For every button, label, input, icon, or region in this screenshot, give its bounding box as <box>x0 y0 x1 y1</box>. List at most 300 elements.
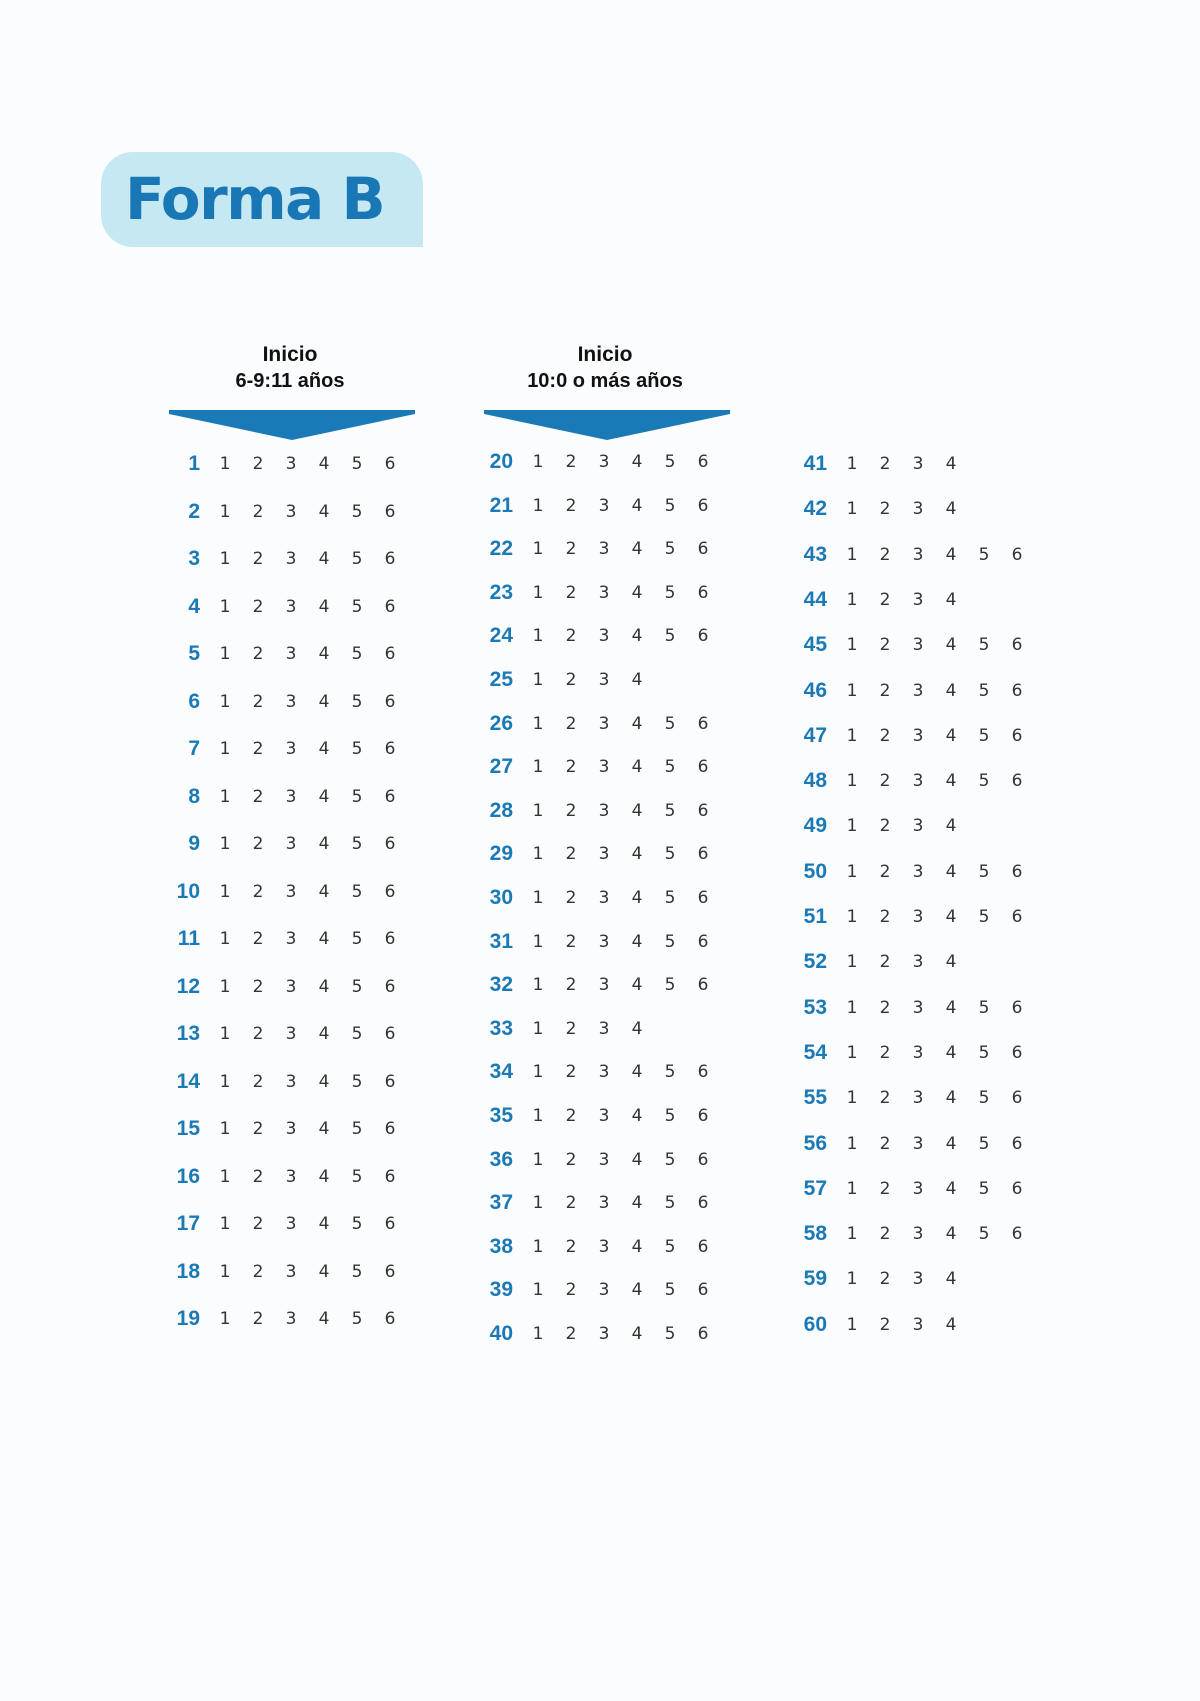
item-number: 3 <box>188 547 200 570</box>
response-option: 3 <box>598 713 610 734</box>
response-option: 5 <box>351 1309 363 1329</box>
response-option: 5 <box>351 881 363 902</box>
item-number: 46 <box>803 678 827 702</box>
item-number: 18 <box>176 1259 200 1283</box>
response-option: 6 <box>384 1214 396 1234</box>
response-option: 1 <box>219 881 231 902</box>
response-option: 2 <box>565 757 577 778</box>
response-option: 4 <box>318 786 330 807</box>
response-option: 5 <box>351 1166 363 1187</box>
response-option: 2 <box>565 931 577 952</box>
response-option: 3 <box>912 997 924 1018</box>
item-number: 15 <box>176 1117 200 1140</box>
item-number: 53 <box>803 995 827 1019</box>
response-option: 2 <box>565 1018 577 1039</box>
response-option: 6 <box>384 1261 396 1282</box>
response-option: 6 <box>1011 680 1023 701</box>
item-number: 25 <box>489 668 513 691</box>
response-option: 1 <box>846 861 858 882</box>
response-option: 3 <box>285 1119 297 1139</box>
item-number: 34 <box>489 1060 513 1084</box>
response-option: 5 <box>351 596 363 617</box>
response-option: 1 <box>532 582 544 603</box>
response-option: 1 <box>219 929 231 949</box>
response-option: 3 <box>598 1149 610 1170</box>
response-option: 4 <box>318 881 330 902</box>
item-number: 36 <box>489 1147 513 1171</box>
response-option: 4 <box>631 713 643 734</box>
response-option: 3 <box>912 1224 924 1245</box>
response-option: 3 <box>912 771 924 792</box>
item-number: 43 <box>803 542 827 566</box>
response-option: 5 <box>664 1106 676 1126</box>
response-option: 5 <box>664 626 676 647</box>
response-option: 4 <box>631 844 643 865</box>
response-option: 6 <box>384 454 396 474</box>
response-option: 1 <box>532 713 544 734</box>
response-option: 3 <box>285 691 297 712</box>
response-option: 5 <box>664 1062 676 1083</box>
item-number: 7 <box>188 737 200 760</box>
item-number: 29 <box>489 842 513 866</box>
response-option: 6 <box>1011 1178 1023 1199</box>
response-option: 1 <box>846 725 858 746</box>
response-option: 1 <box>219 739 231 759</box>
item-number: 21 <box>489 493 513 517</box>
response-option: 5 <box>664 931 676 952</box>
response-option: 5 <box>664 495 676 516</box>
response-option: 4 <box>945 454 957 474</box>
response-option: 6 <box>1011 1224 1023 1245</box>
response-option: 2 <box>252 739 264 759</box>
response-option: 5 <box>351 549 363 569</box>
item-number: 54 <box>803 1040 827 1064</box>
response-option: 5 <box>978 1178 990 1199</box>
response-option: 6 <box>1011 1133 1023 1154</box>
item-number: 56 <box>803 1131 827 1155</box>
response-option: 4 <box>318 1119 330 1139</box>
response-option: 2 <box>879 997 891 1018</box>
response-option: 1 <box>846 499 858 520</box>
response-option: 5 <box>351 1071 363 1092</box>
response-option: 1 <box>846 544 858 565</box>
response-option: 1 <box>532 1062 544 1083</box>
response-option: 3 <box>285 1024 297 1044</box>
response-option: 3 <box>598 1236 610 1257</box>
response-option: 2 <box>565 1062 577 1083</box>
response-option: 1 <box>846 589 858 610</box>
response-option: 6 <box>697 713 709 734</box>
response-option: 6 <box>1011 771 1023 792</box>
response-option: 4 <box>945 680 957 701</box>
response-option: 3 <box>598 452 610 472</box>
response-option: 2 <box>879 952 891 973</box>
response-option: 2 <box>565 713 577 734</box>
item-number: 24 <box>489 624 513 648</box>
start-age-range: 10:0 o más años <box>527 370 683 392</box>
response-option: 6 <box>1011 997 1023 1018</box>
response-option: 5 <box>978 1042 990 1063</box>
response-option: 1 <box>846 907 858 927</box>
response-option: 5 <box>351 1261 363 1282</box>
response-option: 1 <box>532 1280 544 1301</box>
response-option: 2 <box>252 1024 264 1044</box>
item-number: 32 <box>489 973 513 997</box>
response-option: 5 <box>351 929 363 949</box>
response-option: 2 <box>252 454 264 474</box>
response-option: 2 <box>252 644 264 664</box>
response-option: 6 <box>384 596 396 617</box>
response-option: 4 <box>945 997 957 1018</box>
response-option: 2 <box>252 596 264 617</box>
response-option: 3 <box>598 582 610 603</box>
response-option: 4 <box>631 1280 643 1301</box>
response-option: 2 <box>879 907 891 927</box>
response-option: 4 <box>318 1309 330 1329</box>
item-number: 12 <box>176 974 200 998</box>
response-option: 3 <box>912 861 924 882</box>
response-option: 5 <box>664 888 676 908</box>
item-number: 23 <box>489 580 513 604</box>
response-option: 4 <box>945 1178 957 1199</box>
response-option: 3 <box>912 589 924 610</box>
response-option: 6 <box>697 844 709 865</box>
response-option: 1 <box>846 454 858 474</box>
response-option: 2 <box>252 1119 264 1139</box>
response-option: 1 <box>219 1071 231 1092</box>
item-number: 40 <box>489 1322 513 1345</box>
response-option: 3 <box>912 1088 924 1109</box>
item-number: 48 <box>803 769 827 793</box>
response-option: 4 <box>945 1042 957 1063</box>
response-option: 2 <box>252 691 264 712</box>
response-option: 5 <box>351 454 363 474</box>
response-option: 1 <box>846 680 858 701</box>
response-option: 1 <box>532 844 544 865</box>
response-option: 4 <box>945 907 957 927</box>
response-option: 1 <box>219 1166 231 1187</box>
response-option: 3 <box>598 495 610 516</box>
response-option: 4 <box>631 452 643 472</box>
response-option: 6 <box>384 834 396 854</box>
response-option: 6 <box>697 452 709 472</box>
response-option: 3 <box>598 888 610 908</box>
response-option: 4 <box>631 495 643 516</box>
response-option: 5 <box>978 635 990 656</box>
response-option: 2 <box>879 499 891 520</box>
response-option: 2 <box>252 549 264 569</box>
response-option: 3 <box>598 1018 610 1039</box>
item-number: 28 <box>489 798 513 822</box>
response-option: 1 <box>219 454 231 474</box>
response-option: 6 <box>384 976 396 997</box>
response-option: 3 <box>285 1261 297 1282</box>
response-option: 2 <box>565 888 577 908</box>
response-option: 5 <box>664 757 676 778</box>
response-option: 3 <box>912 544 924 565</box>
response-option: 6 <box>384 1024 396 1044</box>
response-option: 6 <box>384 739 396 759</box>
response-option: 3 <box>285 454 297 474</box>
response-option: 4 <box>945 1224 957 1245</box>
response-option: 2 <box>252 501 264 522</box>
item-number: 55 <box>803 1086 827 1110</box>
item-number: 27 <box>489 755 513 779</box>
response-option: 3 <box>598 844 610 865</box>
response-option: 2 <box>879 680 891 701</box>
response-option: 6 <box>697 1280 709 1301</box>
response-option: 3 <box>598 1193 610 1214</box>
response-option: 2 <box>879 589 891 610</box>
response-option: 3 <box>598 539 610 560</box>
response-option: 6 <box>697 888 709 908</box>
response-option: 3 <box>285 1071 297 1092</box>
response-option: 3 <box>912 454 924 474</box>
item-number: 4 <box>188 594 200 618</box>
response-option: 3 <box>285 596 297 617</box>
response-option: 1 <box>846 816 858 837</box>
response-option: 6 <box>384 786 396 807</box>
response-option: 1 <box>219 691 231 712</box>
response-option: 2 <box>879 544 891 565</box>
start-arrow-older-icon <box>484 410 730 440</box>
response-option: 3 <box>912 1314 924 1335</box>
response-option: 4 <box>945 725 957 746</box>
response-option: 1 <box>846 1133 858 1154</box>
response-option: 6 <box>1011 544 1023 565</box>
response-option: 5 <box>351 1214 363 1234</box>
response-option: 4 <box>631 539 643 560</box>
response-option: 4 <box>631 800 643 821</box>
response-option: 5 <box>978 771 990 792</box>
response-option: 4 <box>318 454 330 474</box>
item-number: 30 <box>489 886 513 909</box>
response-option: 6 <box>697 975 709 996</box>
response-option: 5 <box>664 1280 676 1301</box>
response-option: 2 <box>565 1149 577 1170</box>
response-option: 5 <box>664 1324 676 1344</box>
response-option: 3 <box>285 1309 297 1329</box>
response-option: 3 <box>285 929 297 949</box>
item-number: 52 <box>803 950 827 974</box>
response-option: 2 <box>565 452 577 472</box>
response-option: 4 <box>945 816 957 837</box>
response-option: 6 <box>384 881 396 902</box>
response-option: 2 <box>565 626 577 647</box>
response-option: 6 <box>697 539 709 560</box>
item-number: 31 <box>489 929 513 953</box>
response-option: 2 <box>565 1324 577 1344</box>
response-option: 4 <box>318 1024 330 1044</box>
response-option: 6 <box>384 1119 396 1139</box>
response-option: 4 <box>945 861 957 882</box>
response-option: 1 <box>532 495 544 516</box>
response-option: 4 <box>945 1269 957 1290</box>
response-option: 6 <box>697 1193 709 1214</box>
response-option: 4 <box>318 834 330 854</box>
response-option: 1 <box>846 1088 858 1109</box>
response-option: 2 <box>565 539 577 560</box>
response-option: 5 <box>664 713 676 734</box>
item-number: 8 <box>188 784 200 808</box>
response-option: 3 <box>285 1166 297 1187</box>
item-number: 17 <box>176 1212 200 1235</box>
response-option: 3 <box>598 975 610 996</box>
response-option: 6 <box>697 931 709 952</box>
response-option: 2 <box>879 1178 891 1199</box>
response-option: 6 <box>1011 1042 1023 1063</box>
response-option: 4 <box>318 1214 330 1234</box>
response-option: 3 <box>912 1042 924 1063</box>
response-option: 4 <box>945 1133 957 1154</box>
response-option: 4 <box>318 1071 330 1092</box>
response-option: 1 <box>219 976 231 997</box>
response-option: 4 <box>631 931 643 952</box>
response-option: 2 <box>879 1133 891 1154</box>
response-option: 2 <box>565 495 577 516</box>
response-option: 4 <box>945 499 957 520</box>
item-number: 59 <box>803 1267 827 1291</box>
response-option: 3 <box>912 1178 924 1199</box>
response-option: 5 <box>351 644 363 664</box>
response-option: 2 <box>879 816 891 837</box>
item-number: 13 <box>176 1022 200 1045</box>
response-option: 4 <box>318 691 330 712</box>
response-option: 5 <box>978 1133 990 1154</box>
response-option: 4 <box>318 976 330 997</box>
response-option: 5 <box>351 834 363 854</box>
response-option: 6 <box>697 1149 709 1170</box>
response-option: 4 <box>631 1193 643 1214</box>
response-option: 1 <box>219 501 231 522</box>
response-option: 6 <box>1011 861 1023 882</box>
response-option: 1 <box>846 771 858 792</box>
response-option: 2 <box>565 1193 577 1214</box>
response-option: 2 <box>879 861 891 882</box>
response-option: 3 <box>912 1133 924 1154</box>
start-header-older <box>480 342 730 394</box>
response-option: 4 <box>631 1062 643 1083</box>
response-option: 1 <box>219 1309 231 1329</box>
response-option: 4 <box>945 1088 957 1109</box>
response-option: 6 <box>697 626 709 647</box>
item-number: 9 <box>188 832 200 855</box>
item-number: 16 <box>176 1164 200 1188</box>
item-number: 22 <box>489 537 513 561</box>
response-option: 4 <box>318 1261 330 1282</box>
response-option: 5 <box>978 544 990 565</box>
response-option: 6 <box>384 1166 396 1187</box>
response-option: 4 <box>631 1324 643 1344</box>
response-option: 6 <box>1011 1088 1023 1109</box>
response-option: 3 <box>912 1269 924 1290</box>
response-option: 4 <box>631 582 643 603</box>
response-option: 2 <box>252 976 264 997</box>
response-option: 5 <box>978 997 990 1018</box>
item-number: 1 <box>188 452 200 475</box>
response-option: 2 <box>252 1214 264 1234</box>
response-option: 2 <box>879 454 891 474</box>
response-option: 6 <box>697 582 709 603</box>
item-number: 2 <box>188 499 200 523</box>
response-option: 4 <box>318 1166 330 1187</box>
response-option: 4 <box>631 757 643 778</box>
response-option: 3 <box>285 976 297 997</box>
response-option: 6 <box>384 1309 396 1329</box>
response-option: 1 <box>846 1269 858 1290</box>
response-option: 4 <box>318 644 330 664</box>
response-option: 5 <box>351 739 363 759</box>
response-option: 4 <box>945 1314 957 1335</box>
response-option: 3 <box>285 881 297 902</box>
response-option: 4 <box>318 549 330 569</box>
response-option: 5 <box>978 861 990 882</box>
response-option: 4 <box>318 929 330 949</box>
response-option: 2 <box>565 582 577 603</box>
start-age-range: 6-9:11 años <box>235 370 345 392</box>
item-number: 38 <box>489 1234 513 1258</box>
response-option: 3 <box>912 635 924 656</box>
response-option: 5 <box>978 680 990 701</box>
item-number: 10 <box>176 879 200 903</box>
response-option: 3 <box>598 670 610 690</box>
response-option: 1 <box>846 635 858 656</box>
response-option: 2 <box>252 929 264 949</box>
response-option: 4 <box>631 888 643 908</box>
start-header-young <box>165 342 415 394</box>
item-number: 11 <box>177 927 200 950</box>
item-number: 44 <box>803 587 827 611</box>
item-number: 37 <box>489 1191 513 1215</box>
response-option: 1 <box>219 1024 231 1044</box>
response-option: 5 <box>351 501 363 522</box>
item-number: 42 <box>803 497 827 521</box>
response-option: 1 <box>532 452 544 472</box>
response-option: 6 <box>697 800 709 821</box>
response-option: 6 <box>384 549 396 569</box>
response-option: 3 <box>285 786 297 807</box>
start-arrow-young-icon <box>169 410 415 440</box>
response-option: 3 <box>285 501 297 522</box>
response-option: 3 <box>598 1280 610 1301</box>
response-option: 4 <box>945 544 957 565</box>
response-option: 4 <box>631 1236 643 1257</box>
response-option: 6 <box>697 1236 709 1257</box>
response-option: 2 <box>565 1106 577 1126</box>
response-option: 2 <box>879 1314 891 1335</box>
response-option: 3 <box>598 1324 610 1344</box>
response-option: 3 <box>912 816 924 837</box>
form-title: Forma B <box>125 165 385 233</box>
response-option: 1 <box>846 1314 858 1335</box>
item-number: 50 <box>803 859 827 883</box>
response-option: 1 <box>846 1042 858 1063</box>
response-option: 2 <box>252 1071 264 1092</box>
response-option: 3 <box>912 907 924 927</box>
response-option: 3 <box>285 549 297 569</box>
response-option: 4 <box>945 635 957 656</box>
response-option: 3 <box>598 931 610 952</box>
response-option: 3 <box>912 725 924 746</box>
start-label: Inicio <box>577 343 633 366</box>
response-option: 1 <box>532 1018 544 1039</box>
response-option: 3 <box>912 680 924 701</box>
response-option: 1 <box>532 1236 544 1257</box>
item-number: 19 <box>176 1307 200 1330</box>
response-option: 1 <box>219 549 231 569</box>
response-option: 2 <box>252 786 264 807</box>
response-option: 1 <box>219 1119 231 1139</box>
